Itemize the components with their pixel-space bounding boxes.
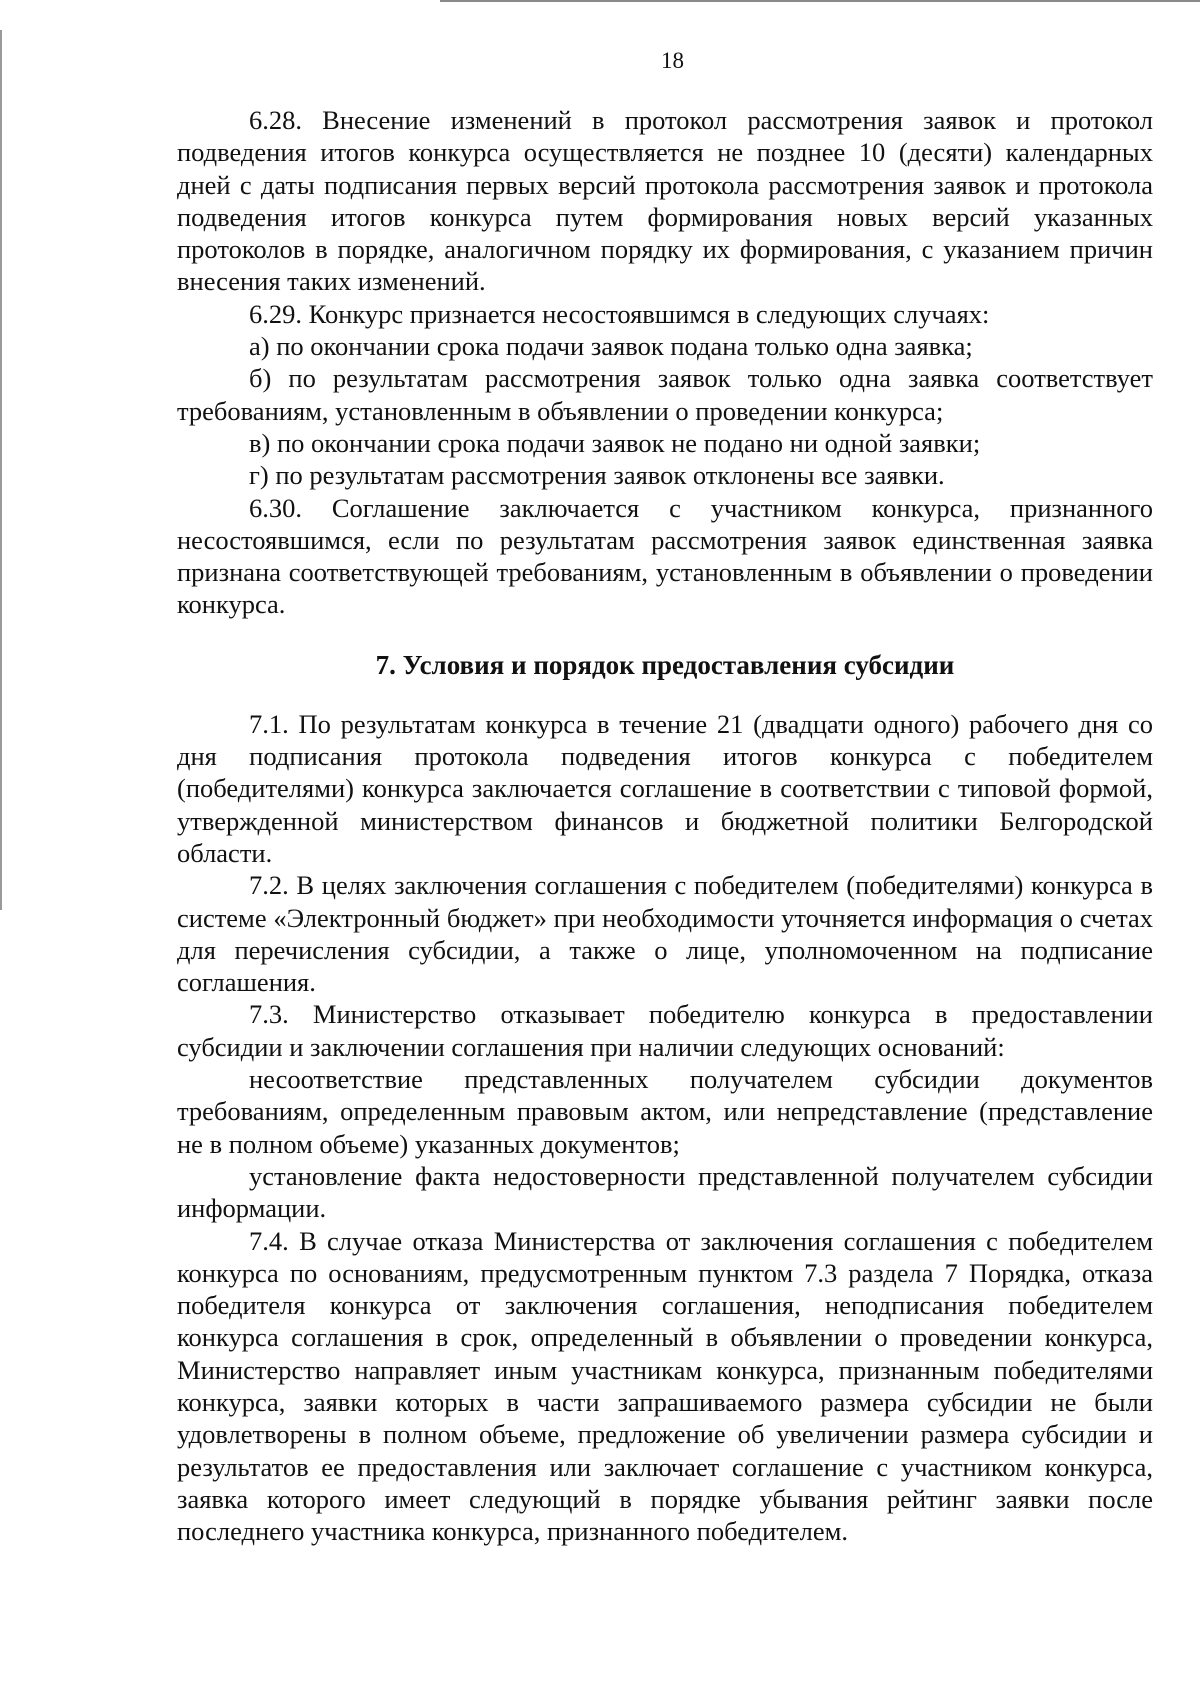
paragraph-7-3: 7.3. Министерство отказывает победителю конкурса в предоставлении субсидии и заключении соглашения при наличии следующих оснований:: [177, 999, 1153, 1062]
list-item-b: б) по результатам рассмотрения заявок только одна заявка соответствует требованиям, установленным в объявлении о проведении конкурса;: [177, 363, 1153, 426]
paragraph-6-28: 6.28. Внесение изменений в протокол рассмотрения заявок и протокол подведения итогов конкурса осуществляется не позднее 10 (десяти) календарных дней с даты подписания первых версий протокола рассмотрения заявок и протокола подведения итогов конкурса путем формирования новых версий указанных протоколов в порядке, аналогичном порядку их формирования, с указанием причин внесения таких изменений.: [177, 105, 1153, 297]
paragraph-7-4: 7.4. В случае отказа Министерства от заключения соглашения с победителем конкурса по основаниям, предусмотренным пунктом 7.3 раздела 7 Порядка, отказа победителя конкурса от заключения соглашения, неподписания победителем конкурса соглашения в срок, определенный в объявлении о проведении конкурса, Министерство направляет иным участникам конкурса, признанным победителями конкурса, заявки которых в части запрашиваемого размера субсидии не были удовлетворены в полном объеме, предложение об увеличении размера субсидии и результатов ее предоставления или заключает соглашение с участником конкурса, заявка которого имеет следующий в порядке убывания рейтинг заявки после последнего участника конкурса, признанного победителем.: [177, 1225, 1153, 1547]
refusal-ground-1: несоответствие представленных получателем субсидии документов требованиям, определенным правовым актом, или непредставление (представление не в полном объеме) указанных документов;: [177, 1064, 1153, 1159]
list-item-a: а) по окончании срока подачи заявок подана только одна заявка;: [249, 331, 973, 362]
list-item-v: в) по окончании срока подачи заявок не подано ни одной заявки;: [249, 427, 981, 458]
paragraph-7-2: 7.2. В целях заключения соглашения с победителем (победителями) конкурса в системе «Электронный бюджет» при необходимости уточняется информация о счетах для перечисления субсидии, а также о лице, уполномоченном на подписание соглашения.: [177, 870, 1153, 998]
scan-left-edge: [0, 30, 2, 910]
paragraph-6-30: 6.30. Соглашение заключается с участником конкурса, признанного несостоявшимся, если по результатам рассмотрения заявок единственная заявка признана соответствующей требованиям, установленным в объявлении о проведении конкурса.: [177, 492, 1153, 620]
document-body: [177, 104, 1153, 1547]
section-heading: 7. Условия и порядок предоставления субсидии: [375, 649, 955, 680]
refusal-ground-2: установление факта недостоверности представленной получателем субсидии информации.: [177, 1160, 1153, 1224]
paragraph-6-29: 6.29. Конкурс признается несостоявшимся в следующих случаях:: [249, 298, 990, 329]
page-number: 18: [661, 48, 684, 73]
scan-top-edge: [440, 0, 1200, 2]
paragraph-7-1: 7.1. По результатам конкурса в течение 21 (двадцати одного) рабочего дня со дня подписания протокола подведения итогов конкурса с победителем (победителями) конкурса заключается соглашение в соответствии с типовой формой, утвержденной министерством финансов и бюджетной политики Белгородской области.: [177, 708, 1153, 868]
list-item-g: г) по результатам рассмотрения заявок отклонены все заявки.: [249, 460, 945, 491]
